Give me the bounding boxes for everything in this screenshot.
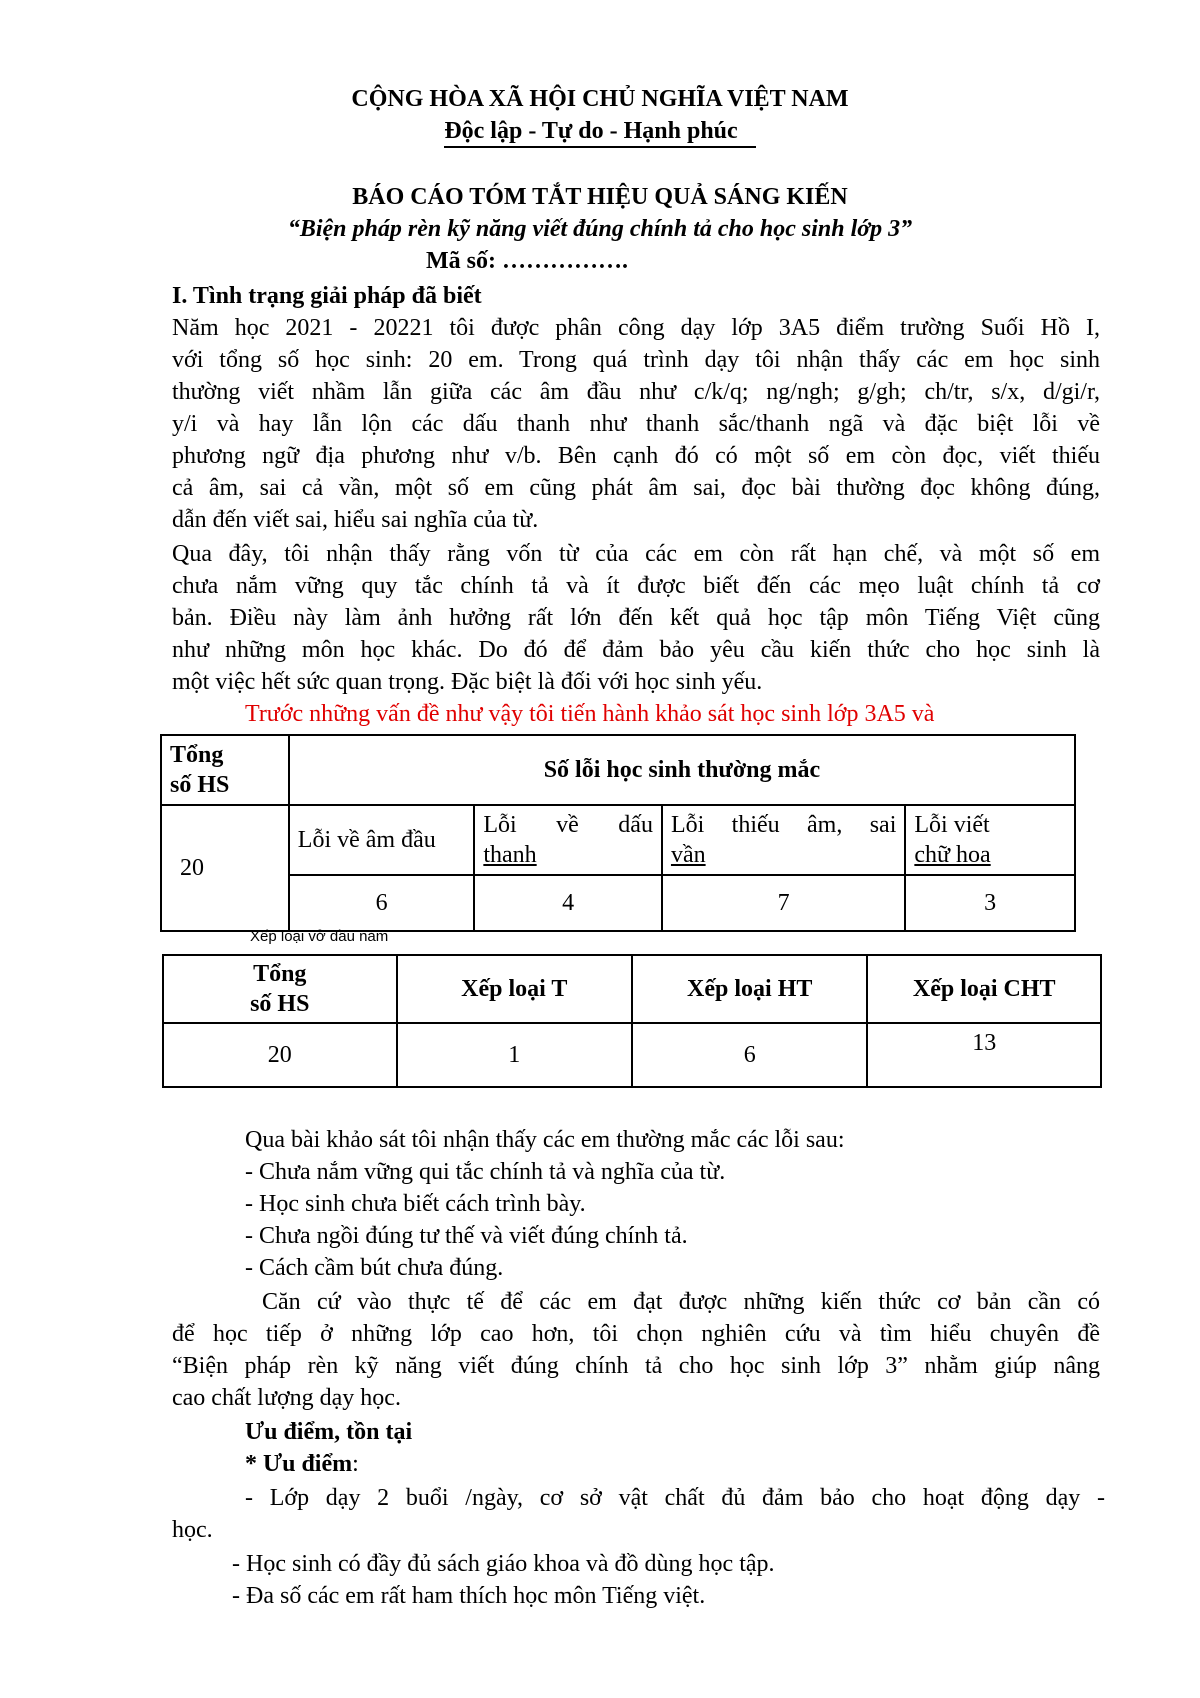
para2-line: bản. Điều này làm ảnh hưởng rất lớn đến kết quả học tập môn Tiếng Việt cũng (172, 605, 1100, 631)
para1-line: y/i và hay lẫn lộn các dấu thanh như thanh sắc/thanh ngã và đặc biệt lỗi về (172, 411, 1100, 437)
motto-text: Độc lập - Tự do - Hạnh phúc (444, 118, 755, 148)
para2-line: Qua đây, tôi nhận thấy rằng vốn từ của các em còn rất hạn chế, và một số em (172, 541, 1100, 567)
finding-item: - Chưa nắm vững qui tắc chính tả và nghĩa của từ. (245, 1159, 726, 1185)
para2-line: chưa nắm vững quy tắc chính tả và ít được biết đến các mẹo luật chính tả cơ (172, 573, 1100, 599)
error-col-capital-letters: Lỗi viết chữ hoa (905, 805, 1075, 875)
advantage-item: - Lớp dạy 2 buổi /ngày, cơ sở vật chất đủ đảm bảo cho hoạt động dạy - (245, 1485, 1105, 1511)
finding-item: - Chưa ngồi đúng tư thế và viết đúng chính tả. (245, 1223, 688, 1249)
para2-line: như những môn học khác. Do đó để đảm bảo yêu cầu kiến thức cho học sinh là (172, 637, 1100, 663)
para3-line: để học tiếp ở những lớp cao hơn, tôi chọn nghiên cứu và tìm hiểu chuyên đề (172, 1321, 1100, 1347)
para2-line: một việc hết sức quan trọng. Đặc biệt là đối với học sinh yếu. (172, 669, 763, 695)
para1-line: thường viết nhầm lẫn giữa các âm đầu như c/k/q; ng/ngh; g/gh; ch/tr, s/x, d/gi/r, (172, 379, 1100, 405)
nation-heading: CỘNG HÒA XÃ HỘI CHỦ NGHĨA VIỆT NAM (351, 86, 849, 112)
para1-line: với tổng số học sinh: 20 em. Trong quá trình dạy tôi nhận thấy các em học sinh (172, 347, 1100, 373)
advantage-item: - Đa số các em rất ham thích học môn Tiếng việt. (232, 1583, 706, 1609)
para1-line: Năm học 2021 - 20221 tôi được phân công dạy lớp 3A5 điểm trường Suối Hồ I, (172, 315, 1100, 341)
error-value-capital-letters: 3 (905, 875, 1075, 931)
class-header-t: Xếp loại T (397, 955, 632, 1023)
advantage-item-continued: học. (172, 1517, 213, 1543)
section1-heading: I. Tình trạng giải pháp đã biết (172, 283, 482, 309)
advantages-subheading: * Ưu điểm: (245, 1451, 359, 1477)
error-survey-table (160, 734, 1076, 932)
finding-item: - Học sinh chưa biết cách trình bày. (245, 1191, 586, 1217)
error-value-initial-sound: 6 (289, 875, 475, 931)
class-header-cht: Xếp loại CHT (867, 955, 1101, 1023)
error-col-initial-sound: Lỗi về âm đầu (289, 805, 475, 875)
total-students-header: Tổng số HS (161, 735, 289, 805)
class-value-t: 1 (397, 1023, 632, 1087)
para3-line: cao chất lượng dạy học. (172, 1385, 401, 1411)
error-value-tone-mark: 4 (474, 875, 662, 931)
finding-item: - Cách cầm bút chưa đúng. (245, 1255, 504, 1281)
para3-line: Căn cứ vào thực tế để các em đạt được những kiến thức cơ bản cần có (262, 1289, 1100, 1315)
classification-table (162, 954, 1102, 1088)
error-group-header: Số lỗi học sinh thường mắc (289, 735, 1075, 805)
table2-caption: Xếp loại vở đầu năm (250, 928, 389, 945)
red-intro-line: Trước những vấn đề như vậy tôi tiến hành khảo sát học sinh lớp 3A5 và (245, 701, 935, 727)
class-value-total: 20 (163, 1023, 397, 1087)
report-subtitle: “Biện pháp rèn kỹ năng viết đúng chính tả cho học sinh lớp 3” (287, 216, 913, 242)
class-value-ht: 6 (632, 1023, 867, 1087)
para1-line: phương ngữ địa phương như v/b. Bên cạnh đó có một số em còn đọc, viết thiếu (172, 443, 1100, 469)
advantage-item: - Học sinh có đầy đủ sách giáo khoa và đồ dùng học tập. (232, 1551, 775, 1577)
para1-line: dẫn đến viết sai, hiểu sai nghĩa của từ. (172, 507, 539, 533)
para1-line: cả âm, sai cả vần, một số em cũng phát âm sai, đọc bài thường đọc không đúng, (172, 475, 1100, 501)
motto-heading (0, 118, 1200, 145)
error-col-tone-mark: Lỗi về dấu thanh (474, 805, 662, 875)
advantages-heading: Ưu điểm, tồn tại (245, 1419, 413, 1445)
para3-line: “Biện pháp rèn kỹ năng viết đúng chính tả cho học sinh lớp 3” nhằm giúp nâng (172, 1353, 1100, 1379)
error-value-missing-sound: 7 (662, 875, 905, 931)
error-col-missing-sound: Lỗi thiếu âm, sai vần (662, 805, 905, 875)
class-header-ht: Xếp loại HT (632, 955, 867, 1023)
report-title: BÁO CÁO TÓM TẮT HIỆU QUẢ SÁNG KIẾN (352, 184, 848, 210)
code-label: Mã số: ……………. (426, 248, 628, 274)
findings-intro: Qua bài khảo sát tôi nhận thấy các em thường mắc các lỗi sau: (245, 1127, 845, 1153)
class-value-cht: 13 (867, 1023, 1101, 1087)
total-students-value: 20 (161, 805, 289, 931)
class-header-total: Tổng số HS (163, 955, 397, 1023)
